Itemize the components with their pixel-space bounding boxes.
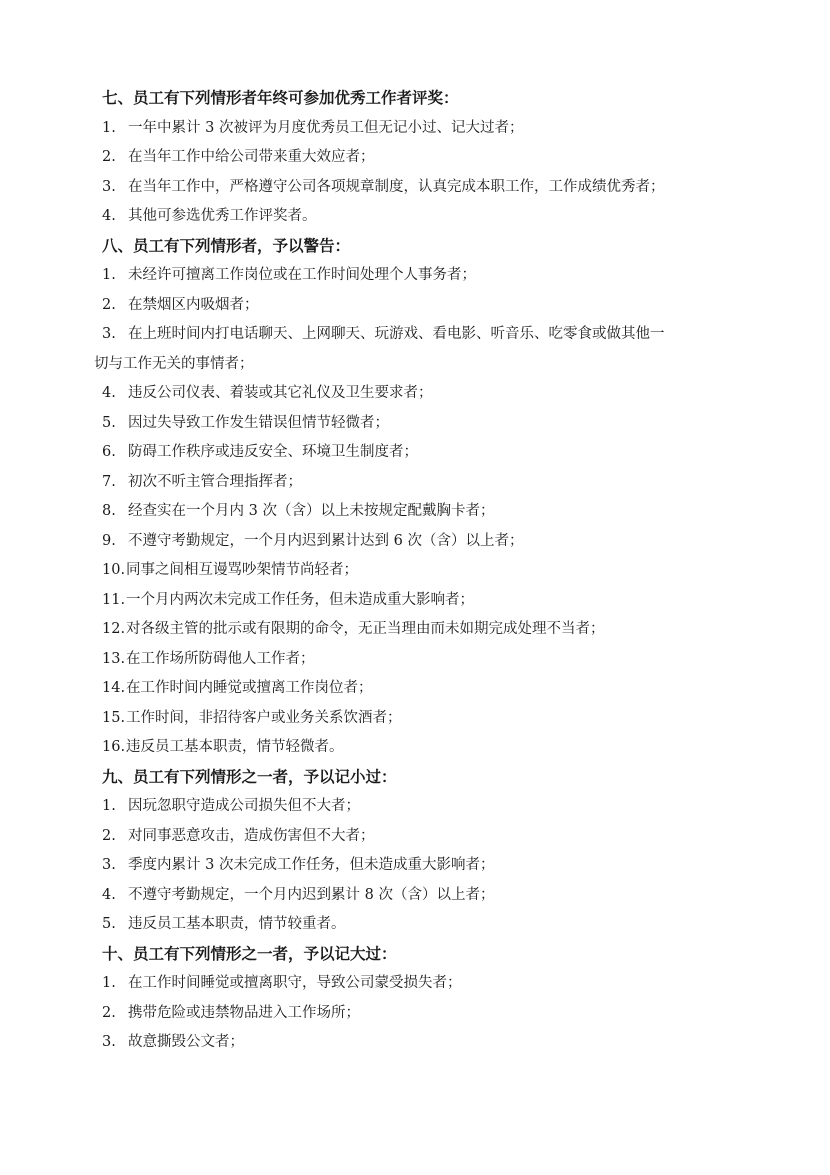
item-text: 同事之间相互谩骂吵架情节尚轻者； xyxy=(126,562,358,578)
item-text: 在禁烟区内吸烟者； xyxy=(128,296,259,313)
item-number: 3. xyxy=(102,178,116,195)
section-4 xyxy=(102,940,766,1058)
item-number: 5. xyxy=(102,916,116,932)
section-3 xyxy=(102,763,766,940)
list-item xyxy=(102,969,766,999)
list-item xyxy=(102,379,766,409)
item-text: 未经许可擅离工作岗位或在工作时间处理个人事务者； xyxy=(128,267,476,283)
section-heading: 七、员工有下列情形者年终可参加优秀工作者评奖： xyxy=(102,89,459,107)
list-item xyxy=(102,438,766,468)
item-text: 经查实在一个月内 3 次（含）以上未按规定配戴胸卡者； xyxy=(128,503,495,519)
item-text: 一个月内两次未完成工作任务，但未造成重大影响者； xyxy=(126,591,474,608)
section-2 xyxy=(94,232,766,763)
list-item xyxy=(102,851,766,881)
list-item xyxy=(102,822,766,852)
item-number: 15. xyxy=(102,709,126,726)
item-number: 4. xyxy=(102,208,116,224)
list-item xyxy=(102,527,766,557)
list-item xyxy=(102,910,766,940)
item-number: 12. xyxy=(102,621,126,637)
list-item xyxy=(102,881,766,911)
item-text: 在工作时间睡觉或擅离职守，导致公司蒙受损失者； xyxy=(128,975,462,991)
item-text: 在当年工作中给公司带来重大效应者； xyxy=(128,149,375,165)
item-number: 2. xyxy=(102,827,116,844)
item-number: 16. xyxy=(102,739,126,755)
item-text: 不遵守考勤规定，一个月内迟到累计 8 次（含）以上者； xyxy=(128,886,495,903)
item-number: 6. xyxy=(102,444,116,460)
item-number: 2. xyxy=(102,296,116,313)
list-item xyxy=(102,586,766,616)
item-number: 13. xyxy=(102,650,126,667)
item-number: 8. xyxy=(102,503,116,519)
list-item xyxy=(102,468,766,498)
item-text: 季度内累计 3 次未完成工作任务，但未造成重大影响者； xyxy=(128,857,495,873)
list-item xyxy=(102,645,766,675)
item-text: 携带危险或违禁物品进入工作场所； xyxy=(128,1004,360,1021)
item-text: 在工作时间内睡觉或擅离工作岗位者； xyxy=(126,680,373,696)
list-item xyxy=(102,1028,766,1058)
item-text: 防碍工作秩序或违反安全、环境卫生制度者； xyxy=(128,444,418,460)
list-item xyxy=(102,792,766,822)
item-text: 在工作场所防碍他人工作者； xyxy=(126,650,315,667)
item-number: 4. xyxy=(102,886,116,903)
list-item xyxy=(102,173,766,203)
item-number: 11. xyxy=(102,591,126,608)
item-number: 2. xyxy=(102,149,116,165)
item-text: 其他可参选优秀工作评奖者。 xyxy=(128,208,317,224)
list-item xyxy=(102,114,766,144)
item-text: 在当年工作中，严格遵守公司各项规章制度，认真完成本职工作，工作成绩优秀者； xyxy=(128,178,665,195)
item-text: 违反员工基本职责，情节轻微者。 xyxy=(126,739,344,755)
item-number: 1. xyxy=(102,119,116,136)
item-number: 10. xyxy=(102,562,126,578)
list-item xyxy=(102,291,766,321)
item-number: 2. xyxy=(102,1004,116,1021)
item-number: 3. xyxy=(102,1034,116,1050)
item-number: 4. xyxy=(102,385,116,401)
item-text: 工作时间，非招待客户或业务关系饮酒者； xyxy=(126,709,402,726)
item-text: 故意撕毁公文者； xyxy=(128,1034,244,1050)
section-1 xyxy=(102,84,766,232)
item-number: 1. xyxy=(102,267,116,283)
item-number: 3. xyxy=(102,857,116,873)
list-item xyxy=(102,733,766,763)
list-item xyxy=(102,615,766,645)
section-heading: 九、员工有下列情形之一者，予以记小过： xyxy=(102,767,397,786)
list-item xyxy=(102,320,766,350)
item-text: 不遵守考勤规定，一个月内迟到累计达到 6 次（含）以上者； xyxy=(128,532,524,549)
section-heading: 十、员工有下列情形之一者，予以记大过： xyxy=(102,944,397,963)
item-number: 9. xyxy=(102,532,116,549)
list-item xyxy=(102,999,766,1029)
item-number: 1. xyxy=(102,975,116,991)
list-item xyxy=(102,704,766,734)
item-number: 1. xyxy=(102,798,116,814)
item-number: 3. xyxy=(102,326,116,342)
item-text: 初次不听主管合理指挥者； xyxy=(128,473,302,490)
item-number: 5. xyxy=(102,414,116,431)
item-text: 违反员工基本职责，情节较重者。 xyxy=(128,916,346,932)
list-item xyxy=(102,261,766,291)
item-text: 在上班时间内打电话聊天、上网聊天、玩游戏、看电影、听音乐、吃零食或做其他一 xyxy=(128,326,665,342)
item-text: 一年中累计 3 次被评为月度优秀员工但无记小过、记大过者； xyxy=(128,119,524,136)
list-item xyxy=(102,674,766,704)
item-number: 14. xyxy=(102,680,126,696)
list-item xyxy=(102,143,766,173)
item-text: 因过失导致工作发生错误但情节轻微者； xyxy=(128,414,389,431)
item-text-continuation: 切与工作无关的事情者； xyxy=(94,355,254,372)
document-body xyxy=(94,84,766,1058)
list-item xyxy=(102,409,766,439)
item-text: 对各级主管的批示或有限期的命令，无正当理由而未如期完成处理不当者； xyxy=(126,621,605,637)
list-item xyxy=(102,497,766,527)
item-text: 因玩忽职守造成公司损失但不大者； xyxy=(128,798,360,814)
section-heading: 八、员工有下列情形者，予以警告： xyxy=(102,236,351,255)
list-item xyxy=(102,556,766,586)
list-item xyxy=(102,202,766,232)
item-number: 7. xyxy=(102,473,116,490)
item-text: 对同事恶意攻击，造成伤害但不大者； xyxy=(128,827,375,844)
item-text: 违反公司仪表、着装或其它礼仪及卫生要求者； xyxy=(128,385,433,401)
